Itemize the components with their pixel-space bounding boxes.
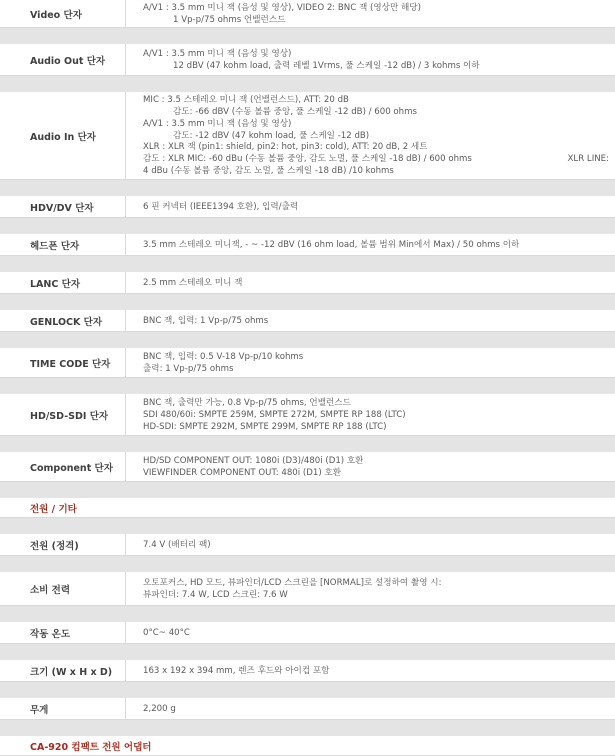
- spec-label: LANC 단자: [0, 272, 126, 293]
- spec-line: 2,200 g: [143, 703, 176, 714]
- spec-label: Video 단자: [0, 0, 126, 27]
- spec-row-dimensions: [0, 660, 615, 682]
- spec-label: HDV/DV 단자: [0, 196, 126, 217]
- spec-value: [126, 534, 615, 555]
- spec-row-audio-out: [0, 44, 615, 76]
- spec-line: HD/SD COMPONENT OUT: 1080i (D3)/480i (D1) 호환: [143, 455, 364, 466]
- spec-line: BNC 잭, 출력만 가능, 0.8 Vp-p/75 ohms, 언밸런스드: [143, 397, 351, 408]
- spec-label: 전원 (정격): [0, 534, 126, 555]
- spec-value: [126, 272, 615, 293]
- row-spacer: [0, 644, 615, 660]
- spec-line: 12 dBV (47 kohm load, 출력 레벨 1Vrms, 풀 스케일 -12 dB) / 3 kohms 이하: [173, 60, 480, 71]
- spec-line-text: 감도 : XLR MIC: -60 dBu (수동 볼륨 중앙, 감도 노멀, 풀 스케일 -18 dB) / 600 ohms: [143, 154, 472, 165]
- section-heading-adapter: CA-920 컴팩트 전원 어댑터: [0, 736, 615, 756]
- spec-label: Component 단자: [0, 452, 126, 481]
- spec-row-hd-sd-sdi: [0, 394, 615, 436]
- spec-value: [126, 196, 615, 217]
- spec-row-video: [0, 0, 615, 28]
- row-spacer: [0, 720, 615, 736]
- row-spacer: [0, 518, 615, 534]
- spec-row-power-rating: [0, 534, 615, 556]
- spec-row-audio-in: [0, 92, 615, 180]
- spec-value: [126, 698, 615, 719]
- row-spacer: [0, 76, 615, 92]
- spec-row-component: [0, 452, 615, 482]
- spec-line: 뷰파인더: 7.4 W, LCD 스크린: 7.6 W: [143, 589, 288, 600]
- spec-label: 무게: [0, 698, 126, 719]
- spec-value: [126, 0, 615, 27]
- spec-row-genlock: [0, 310, 615, 332]
- spec-line: HD-SDI: SMPTE 292M, SMPTE 299M, SMPTE RP 188 (LTC): [143, 421, 387, 432]
- spec-line: 4 dBu (수동 볼륨 중앙, 감도 노멀, 풀 스케일 -18 dB) /10 kohms: [143, 166, 394, 177]
- spec-line: MIC : 3.5 스테레오 미니 잭 (언밸런스드), ATT: 20 dB: [143, 95, 349, 105]
- spec-line: BNC 잭, 입력: 1 Vp-p/75 ohms: [143, 315, 269, 326]
- row-spacer: [0, 294, 615, 310]
- spec-line-extra: XLR LINE:: [567, 154, 609, 165]
- row-spacer: [0, 556, 615, 572]
- spec-line: 출력: 1 Vp-p/75 ohms: [143, 363, 234, 374]
- spec-value: [126, 310, 615, 331]
- spec-line: 163 x 192 x 394 mm, 렌즈 후드와 아이컵 포함: [143, 665, 330, 676]
- spec-value: [126, 572, 615, 605]
- spec-line: VIEWFINDER COMPONENT OUT: 480i (D1) 호환: [143, 467, 342, 478]
- row-spacer: [0, 606, 615, 622]
- spec-value: [126, 348, 615, 377]
- spec-value: [126, 622, 615, 643]
- spec-line: A/V1 : 3.5 mm 미니 잭 (음성 및 영상): [143, 48, 292, 59]
- spec-row-time-code: [0, 348, 615, 378]
- spec-line: 오토포커스, HD 모드, 뷰파인더/LCD 스크린을 [NORMAL]로 설정하여 촬영 시:: [143, 577, 442, 588]
- spec-line: 6 핀 커넥터 (IEEE1394 호환), 입력/출력: [143, 201, 299, 212]
- spec-row-headphone: [0, 234, 615, 256]
- spec-label: 크기 (W x H x D): [0, 660, 126, 681]
- spec-line: A/V1 : 3.5 mm 미니 잭 (음성 및 영상), VIDEO 2: BNC 잭 (영상만 해당): [143, 3, 421, 13]
- spec-label: TIME CODE 단자: [0, 348, 126, 377]
- spec-row-lanc: [0, 272, 615, 294]
- row-spacer: [0, 256, 615, 272]
- spec-line: 감도: -12 dBV (47 kohm load, 풀 스케일 -12 dB): [173, 130, 370, 141]
- spec-line: 1 Vp-p/75 ohms 언밸런스드: [173, 14, 286, 25]
- spec-line: A/V1 : 3.5 mm 미니 잭 (음성 및 영상): [143, 118, 292, 129]
- row-spacer: [0, 436, 615, 452]
- row-spacer: [0, 28, 615, 44]
- spec-line: [143, 153, 615, 165]
- spec-line: 3.5 mm 스테레오 미니잭, - ~ -12 dBV (16 ohm load, 볼륨 범위 Min에서 Max) / 50 ohms 이하: [143, 239, 520, 250]
- spec-label: Audio In 단자: [0, 92, 126, 179]
- spec-label: GENLOCK 단자: [0, 310, 126, 331]
- spec-value: [126, 452, 615, 481]
- spec-line: 7.4 V (배터리 팩): [143, 539, 211, 550]
- row-spacer: [0, 180, 615, 196]
- spec-line: XLR : XLR 잭 (pin1: shield, pin2: hot, pin3: cold), ATT: 20 dB, 2 세트: [143, 142, 428, 153]
- spec-label: 작동 온도: [0, 622, 126, 643]
- spec-line: BNC 잭, 입력: 0.5 V-18 Vp-p/10 kohms: [143, 351, 304, 362]
- row-spacer: [0, 482, 615, 498]
- spec-value: [126, 44, 615, 75]
- row-spacer: [0, 332, 615, 348]
- spec-label: 소비 전력: [0, 572, 126, 605]
- spec-label: HD/SD-SDI 단자: [0, 394, 126, 435]
- spec-value: [126, 660, 615, 681]
- row-spacer: [0, 682, 615, 698]
- spec-label: 헤드폰 단자: [0, 234, 126, 255]
- spec-row-weight: [0, 698, 615, 720]
- spec-line: 2.5 mm 스테레오 미니 잭: [143, 277, 243, 288]
- spec-label: Audio Out 단자: [0, 44, 126, 75]
- spec-line: 0°C~ 40°C: [143, 627, 190, 638]
- section-heading-power: 전원 / 기타: [0, 498, 615, 518]
- row-spacer: [0, 218, 615, 234]
- spec-value: [126, 394, 615, 435]
- spec-line: 감도: -66 dBV (수동 볼륨 중앙, 풀 스케일 -12 dB) / 600 ohms: [173, 106, 417, 117]
- spec-value: [126, 234, 615, 255]
- row-spacer: [0, 378, 615, 394]
- spec-value: [126, 92, 615, 179]
- spec-line: SDI 480/60i: SMPTE 259M, SMPTE 272M, SMPTE RP 188 (LTC): [143, 409, 406, 420]
- spec-row-power-consumption: [0, 572, 615, 606]
- spec-row-hdv-dv: [0, 196, 615, 218]
- spec-row-operating-temp: [0, 622, 615, 644]
